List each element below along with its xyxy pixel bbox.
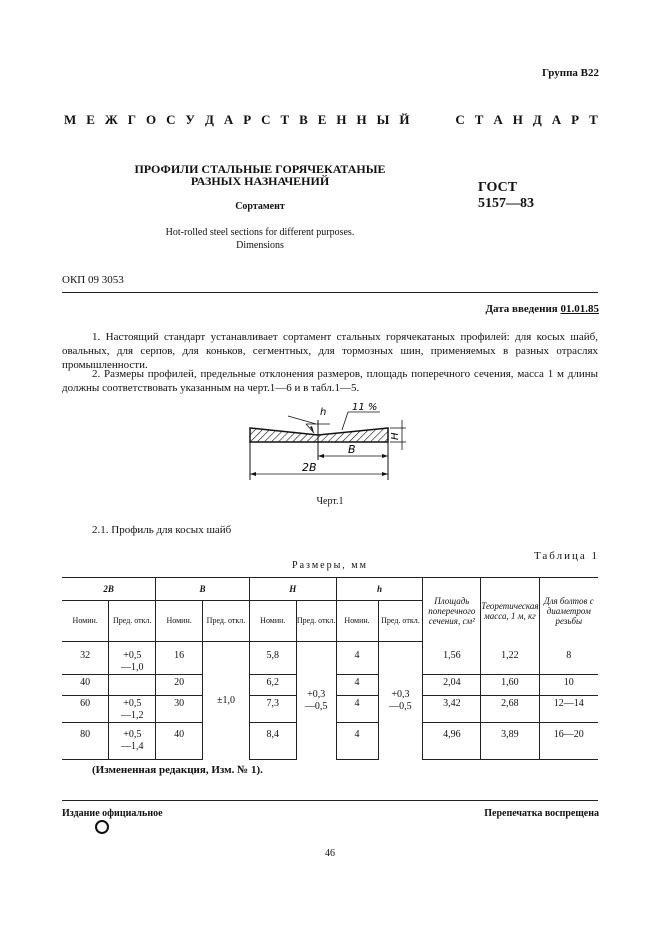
dim-2B-label: 2B: [302, 461, 317, 474]
table-row: 60 +0,5 —1,2 30 7,3 4 3,42 2,68 12—14: [62, 696, 598, 723]
banner-letter: С: [261, 112, 271, 127]
dim-B-label: B: [348, 443, 356, 456]
sub-header-dev: Пред. откл.: [378, 601, 423, 642]
banner-letter: Г: [127, 112, 136, 127]
page-number: 46: [325, 848, 335, 859]
banner-letter: А: [493, 112, 503, 127]
document-subtitle: Сортамент: [235, 201, 285, 212]
circle-mark-icon: [95, 820, 109, 834]
table-row: 32 +0,5 —1,0 16 ±1,0 5,8 +0,3 —0,5 4 +0,3 —0,5 1,56 1,22 8: [62, 642, 598, 675]
table-number: Таблица 1: [533, 550, 599, 562]
divider: [62, 292, 598, 293]
profile-section: [250, 428, 388, 442]
sub-header-nom: Номин.: [249, 601, 296, 642]
footer-divider: [62, 800, 598, 801]
revision-note: (Измененная редакция, Изм. № 1).: [92, 764, 263, 776]
official-edition: Издание официальное: [62, 808, 163, 819]
banner-letter: Д: [204, 112, 214, 127]
banner-letter: Ж: [104, 112, 118, 127]
banner-letter: Р: [571, 112, 580, 127]
standard-banner: [64, 112, 598, 128]
profile-drawing: [230, 398, 430, 490]
gost-label: ГОСТ: [478, 180, 518, 195]
figure-caption: Черт.1: [316, 496, 344, 507]
okp-code: ОКП 09 3053: [62, 274, 124, 286]
paragraph-1: 1. Настоящий стандарт устанавливает сортамент стальных горячекатаных профилей: для косых шайб, овальных, для серпов, для коньков, сегментных, для тормозных шин, применяемых в разных отраслях промышленности.: [62, 331, 598, 371]
date-label: Дата введения: [485, 303, 561, 315]
banner-letter: М: [64, 112, 77, 127]
H-deviation: +0,3 —0,5: [296, 642, 336, 760]
group-code: Группа В22: [541, 67, 599, 79]
date-value: 01.01.85: [560, 303, 599, 315]
sub-header-nom: Номин.: [62, 601, 109, 642]
col-header-bolts: Для болтов с диаметром резьбы: [539, 578, 598, 642]
b-deviation: ±1,0: [203, 642, 250, 760]
banner-letter: Ы: [376, 112, 390, 127]
banner-letter: А: [551, 112, 562, 127]
dim-h-label: h: [320, 407, 327, 418]
banner-letter: О: [145, 112, 157, 127]
table-row: 40 20 6,2 4 2,04 1,60 10: [62, 675, 598, 696]
english-title-line-1: Hot-rolled steel sections for different purposes.: [165, 227, 355, 238]
banner-letter: Т: [280, 112, 290, 127]
sub-header-nom: Номин.: [156, 601, 203, 642]
title-line-2: РАЗНЫХ НАЗНАЧЕНИЙ: [190, 174, 330, 188]
banner-letter: Н: [356, 112, 367, 127]
banner-letter: С: [455, 112, 465, 127]
reprint-prohibited: Перепечатка воспрещена: [484, 808, 599, 819]
english-title: [100, 226, 420, 252]
dim-H-label: H: [390, 432, 401, 440]
table-units: Размеры, мм: [292, 560, 368, 571]
col-header-h: h: [336, 578, 423, 601]
title-line-1: ПРОФИЛИ СТАЛЬНЫЕ ГОРЯЧЕКАТАНЫЕ: [134, 162, 386, 176]
banner-letter: С: [166, 112, 176, 127]
banner-letter: А: [223, 112, 234, 127]
english-title-line-2: Dimensions: [236, 240, 284, 251]
sub-header-dev: Пред. откл.: [296, 601, 336, 642]
banner-letter: В: [299, 112, 308, 127]
sub-header-nom: Номин.: [336, 601, 378, 642]
col-header-area: Площадь поперечного сечения, см²: [423, 578, 481, 642]
slope-label: 11 %: [352, 402, 378, 413]
col-header-H: H: [249, 578, 336, 601]
banner-letter: Д: [532, 112, 542, 127]
banner-letter: Е: [317, 112, 327, 127]
gost-number: 5157—83: [478, 196, 534, 211]
banner-letter: Т: [589, 112, 598, 127]
banner-letter: Н: [512, 112, 523, 127]
banner-letter: Р: [243, 112, 252, 127]
banner-letter: У: [185, 112, 195, 127]
dimensions-table: [62, 577, 598, 760]
banner-letter: Й: [399, 112, 410, 127]
table-row: 80 +0,5 —1,4 40 8,4 4 4,96 3,89 16—20: [62, 723, 598, 760]
sub-header-dev: Пред. откл.: [109, 601, 156, 642]
banner-letter: Н: [336, 112, 347, 127]
gost-designation: [478, 180, 578, 212]
col-header-2b: 2B: [62, 578, 156, 601]
document-title: [100, 163, 420, 187]
effective-date: [485, 303, 599, 315]
section-heading: 2.1. Профиль для косых шайб: [92, 524, 232, 536]
banner-gap: [419, 112, 445, 128]
h-deviation: +0,3 —0,5: [378, 642, 423, 760]
col-header-mass: Теоретическая масса, 1 м, кг: [481, 578, 539, 642]
col-header-b: B: [156, 578, 250, 601]
banner-letter: Т: [474, 112, 484, 127]
banner-letter: Е: [86, 112, 95, 127]
paragraph-2: 2. Размеры профилей, предельные отклонения размеров, площадь поперечного сечения, масса 1 м длины должны соответствовать указанным на черт.1—6 и в табл.1—5.: [62, 368, 598, 394]
sub-header-dev: Пред. откл.: [203, 601, 250, 642]
